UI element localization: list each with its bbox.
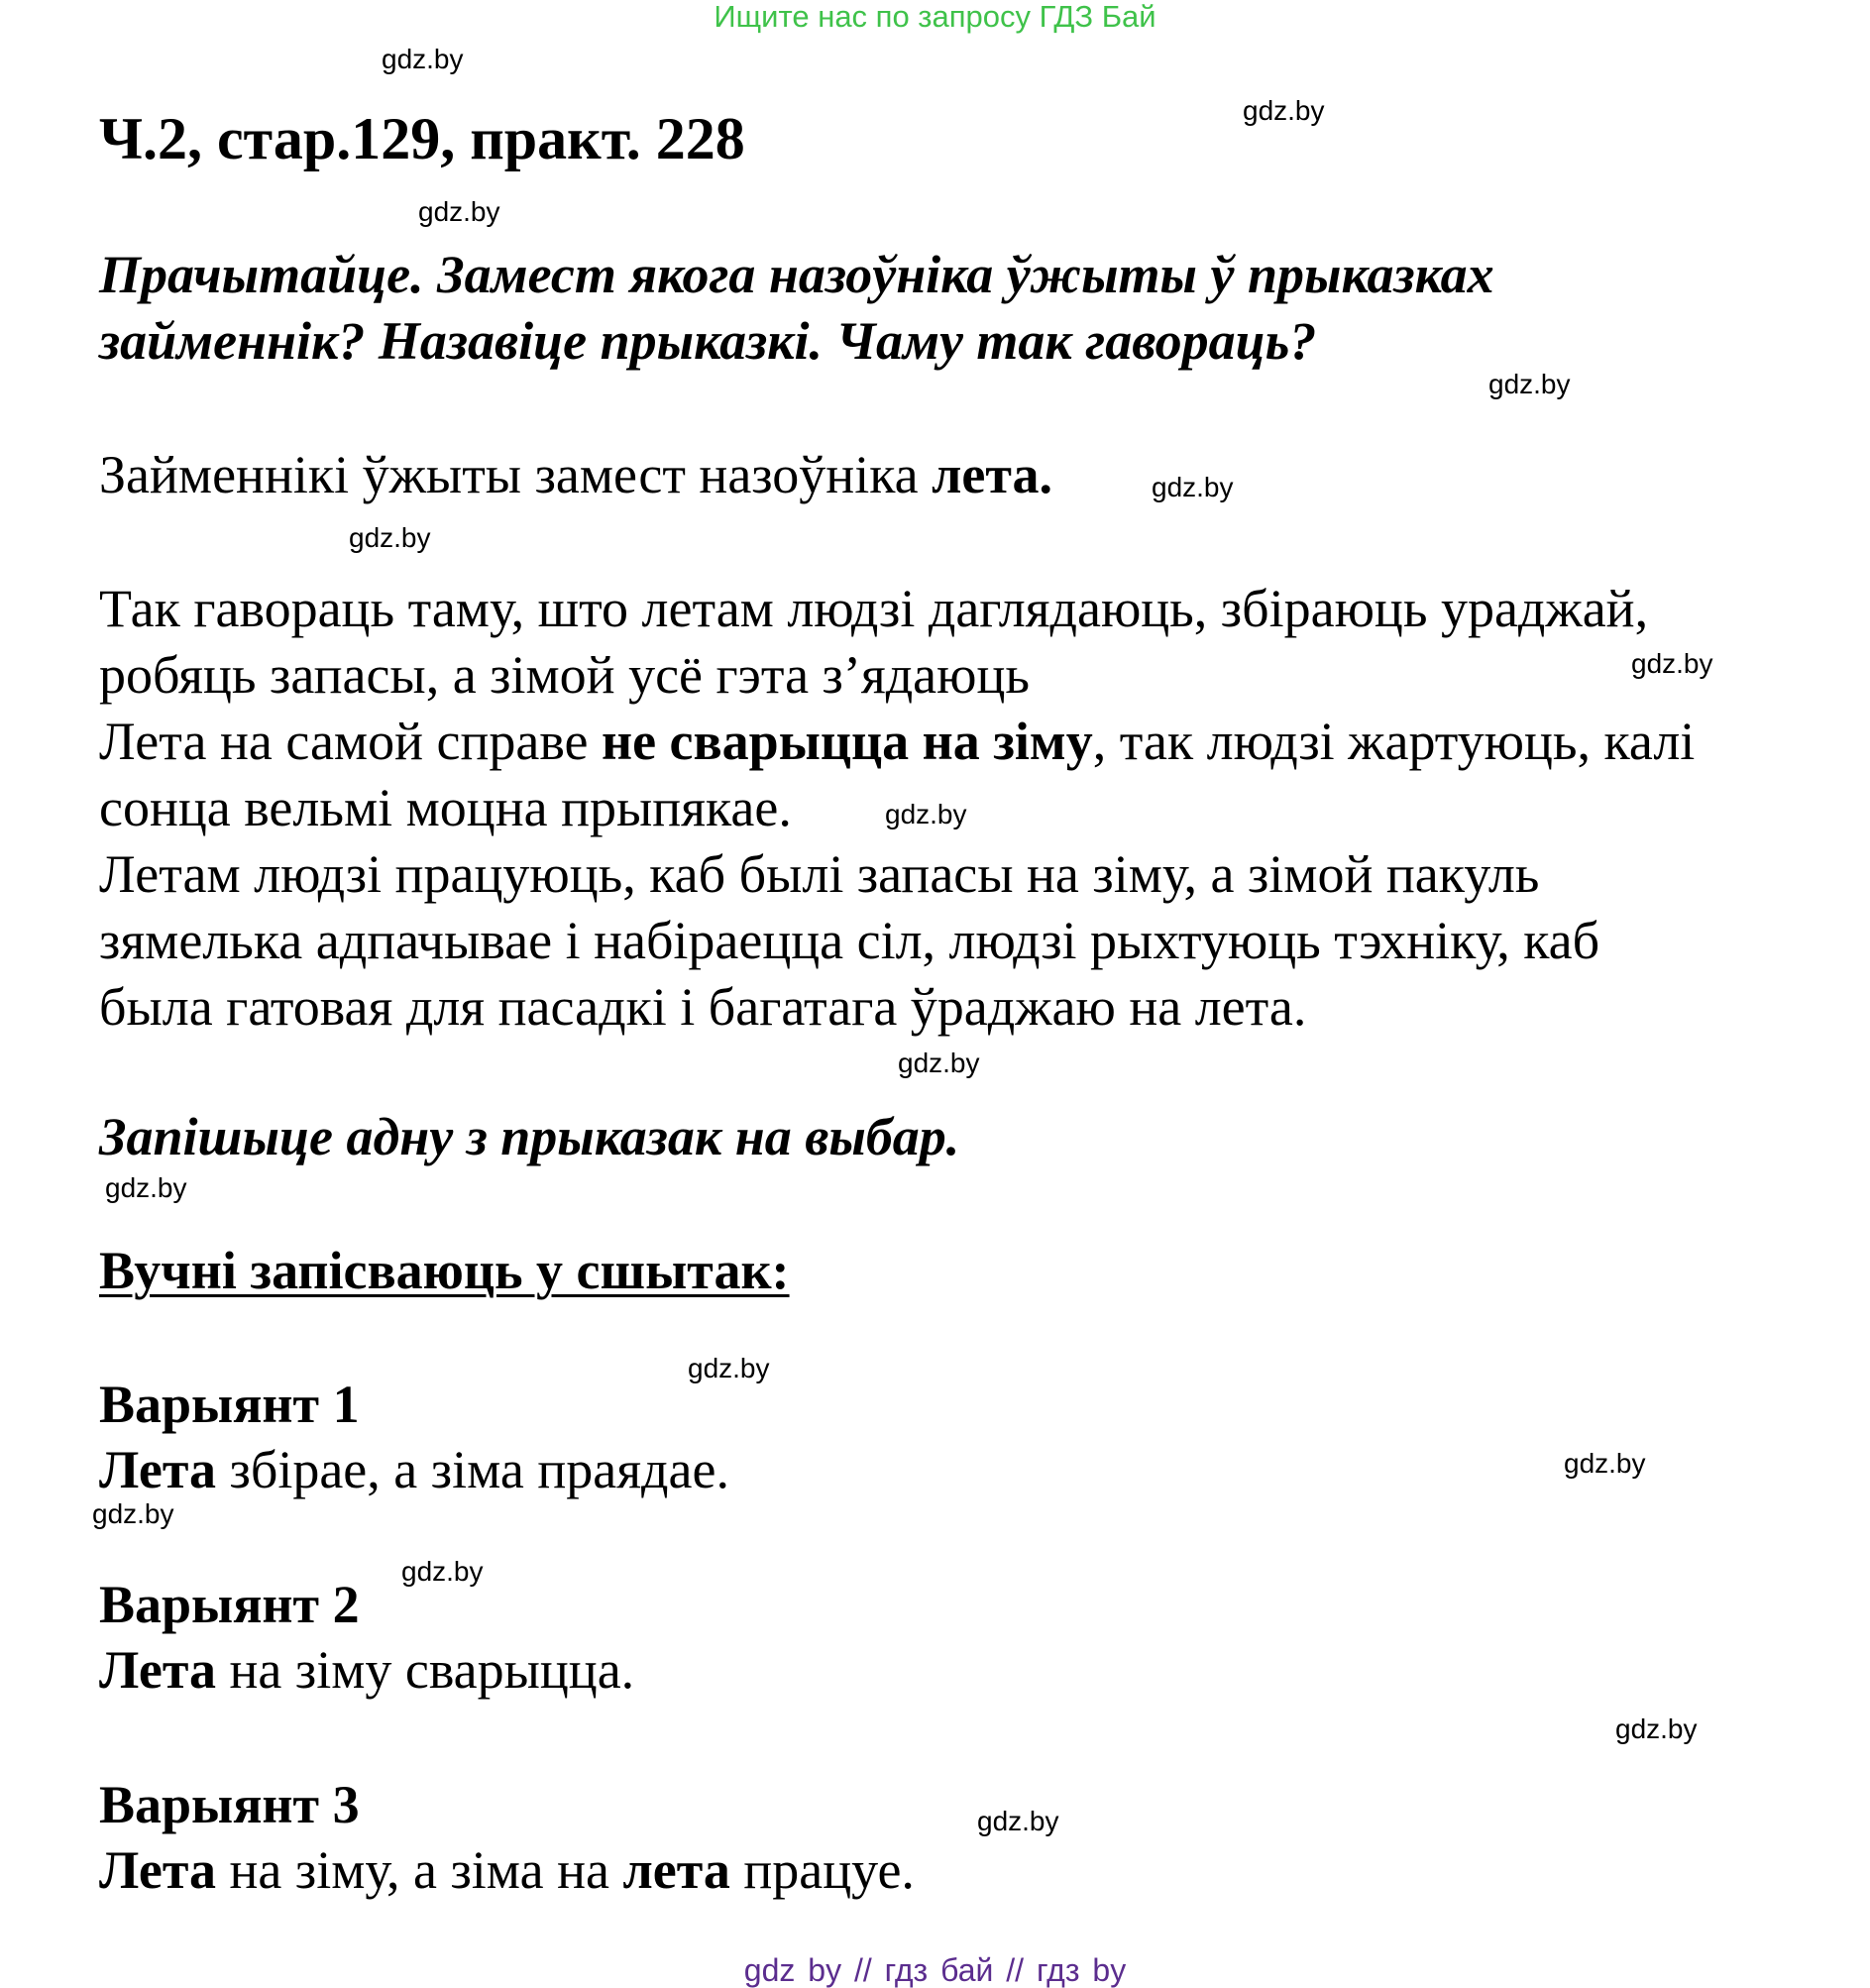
watermark: gdz.by [1615,1713,1698,1744]
proverb-keyword: лета [622,1840,730,1900]
answer-line: зямелька адпачывае і набіраецца сіл, людзі рыхтуюць тэхніку, каб [99,911,1600,970]
task-instruction-line: займеннік? Назавіце прыказкі. Чаму так гавораць? [99,311,1317,371]
watermark: gdz.by [105,1172,187,1203]
answer-keyword: не сварыцца на зіму [601,712,1093,771]
proverb-text: на зіму сварыцца. [216,1640,635,1700]
answer-line: сонца вельмі моцна прыпякае. [99,778,792,837]
variant-label: Варыянт 1 [99,1375,360,1434]
answer-paragraph [99,442,1052,508]
proverb-text: збірае, а зіма праядае. [216,1440,729,1499]
answer-line [99,709,1695,775]
proverb [99,1637,634,1704]
answer-text: , так людзі жартуюць, калі [1092,712,1696,771]
watermark: gdz.by [688,1353,770,1383]
notebook-heading: Вучні запісваюць у сшытак: [99,1241,790,1300]
watermark: gdz.by [349,522,431,553]
proverb-keyword: Лета [99,1640,217,1700]
watermark: gdz.by [977,1806,1059,1836]
proverb-text: на зіму, а зіма на [216,1840,623,1900]
proverb-keyword: Лета [99,1840,217,1900]
watermark: gdz.by [1488,369,1571,399]
answer-line: Летам людзі працуюць, каб былі запасы на зіму, а зімой пакуль [99,844,1540,904]
search-banner: Ищите нас по запросу ГДЗ Бай [714,0,1156,34]
watermark: gdz.by [1631,648,1713,679]
watermark: gdz.by [1243,95,1325,126]
watermark: gdz.by [418,196,500,227]
page-title: Ч.2, стар.129, практ. 228 [99,106,745,171]
answer-keyword: лета. [932,445,1053,504]
answer-line: робяць запасы, а зімой усё гэта з’ядаюць [99,645,1031,705]
watermark: gdz.by [382,44,464,74]
answer-text: Лета на самой справе [99,712,602,771]
variant-label: Варыянт 3 [99,1775,360,1834]
footer-links: gdz by // гдз бай // гдз by [743,1952,1127,1988]
watermark: gdz.by [1564,1448,1646,1479]
proverb-keyword: Лета [99,1440,217,1499]
watermark: gdz.by [92,1498,174,1529]
answer-line: Так гавораць таму, што летам людзі даглядаюць, збіраюць ураджай, [99,579,1649,638]
answer-line: была гатовая для пасадкі і багатага ўраджаю на лета. [99,977,1307,1037]
watermark: gdz.by [898,1048,980,1078]
proverb-text: працуе. [729,1840,915,1900]
proverb [99,1837,915,1904]
proverb [99,1437,729,1503]
watermark: gdz.by [885,799,967,829]
variant-label: Варыянт 2 [99,1575,360,1634]
answer-text: Займеннікі ўжыты замест назоўніка [99,445,933,504]
watermark: gdz.by [401,1556,484,1587]
watermark: gdz.by [1152,472,1234,502]
task-instruction: Запішыце адну з прыказак на выбар. [99,1107,960,1166]
task-instruction-line: Прачытайце. Замест якога назоўніка ўжыты ў прыказках [99,245,1494,304]
